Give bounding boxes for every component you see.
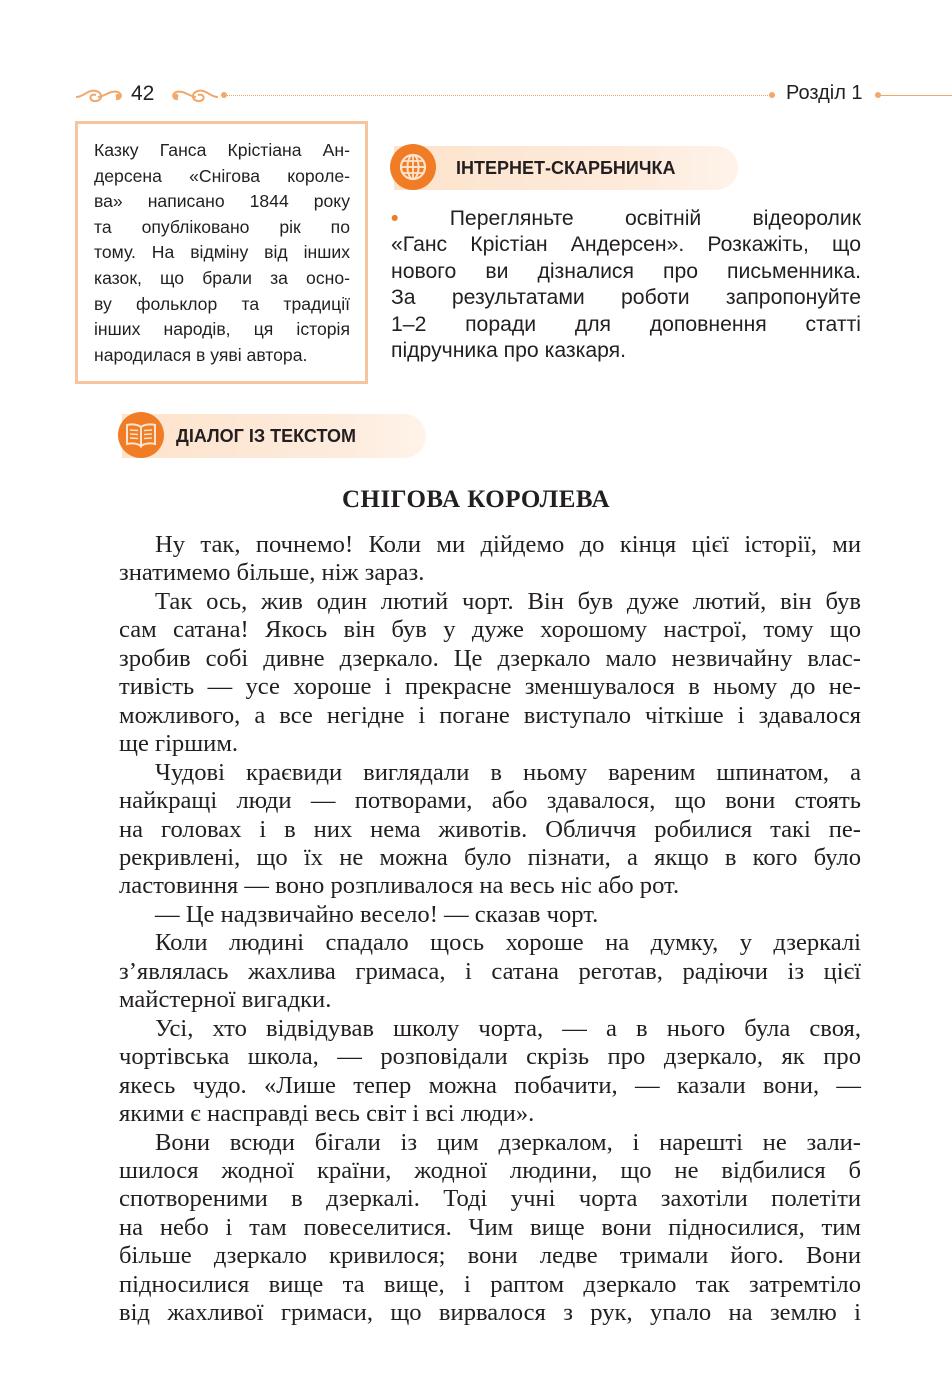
globe-icon [390, 144, 436, 190]
story-line: більше дзеркало кривилося; вони ледве тримали його. Вони [119, 1242, 861, 1270]
story-line: ще гіршим. [119, 730, 239, 758]
story-line: можливого, а все негідне і погане виступало чіткіше і здавалося [119, 701, 861, 729]
page-number: 42 [131, 82, 155, 105]
internet-section-label: ІНТЕРНЕТ-СКАРБНИЧКА [456, 158, 676, 178]
story-line: з’являлась жахлива гримаса, і сатана реготав, радіючи із цієї [119, 957, 861, 985]
dialog-section-header [122, 414, 426, 458]
note-line: казок, що брали за осно- [94, 267, 350, 288]
task-line: 1–2 поради для доповнення статті [391, 312, 861, 336]
story-line: тивість — усе хороше і прекрасне зменшувалося в ньому до не- [119, 673, 861, 701]
story-line: рекривлені, що їх не можна було пізнати, а якщо в кого було [119, 843, 861, 871]
note-line: ву фольклор та традиції [94, 293, 350, 314]
story-line: Так ось, жив один лютий чорт. Він був дуже лютий, він був [155, 587, 861, 615]
header-divider [878, 95, 952, 96]
note-line: народилася в уяві автора. [94, 344, 308, 365]
page-header [0, 78, 952, 112]
internet-task-text [391, 206, 861, 364]
story-line: — Це надзвичайно весело! — сказав чорт. [155, 900, 599, 928]
task-line: «Ганс Крістіан Андерсен». Розкажіть, що [391, 233, 861, 257]
task-line: • Перегляньте освітній відеоролик [391, 207, 861, 230]
story-line: чортівська школа, — розповідали скрізь про дзеркало, як про [119, 1043, 861, 1071]
task-line: нового ви дізналися про письменника. [391, 259, 861, 283]
story-line: зробив собі дивне дзеркало. Це дзеркало мало незвичайну влас- [119, 644, 861, 672]
story-line: Чудові краєвиди виглядали в ньому вареним шпинатом, а [155, 758, 861, 786]
story-line: якесь чудо. «Лише тепер можна побачити, — казали вони, — [119, 1071, 861, 1099]
story-line: якими є насправді весь світ і всі люди». [119, 1100, 535, 1128]
story-line: Ну так, почнемо! Коли ми дійдемо до кінця цієї історії, ми [155, 531, 861, 558]
side-note-box [75, 121, 368, 384]
story-text [119, 531, 861, 1328]
story-line: від жахливої гримаси, що вирвалося з рук, упало на землю і [119, 1299, 861, 1327]
story-line: шилося жодної країни, жодної людини, що не відбилися б [119, 1156, 861, 1184]
story-line: спотвореними в дзеркалі. Тоді учні чорта захотіли полетіти [119, 1185, 861, 1213]
task-line: підручника про казкаря. [391, 339, 627, 363]
story-line: майстерної вигадки. [119, 986, 332, 1014]
note-line: тому. На відміну від інших [94, 242, 350, 263]
swirl-ornament-icon [170, 84, 220, 106]
story-line: на небо і там повеселитися. Чим вище вони підносилися, тим [119, 1213, 861, 1241]
story-line: на головах і в них нема животів. Обличчя робилися такі пе- [119, 815, 861, 843]
story-line: сам сатана! Якось він був у дуже хорошому настрої, тому що [119, 616, 861, 644]
story-line: ластовиння — воно розпливалося на весь ніс або рот. [119, 872, 680, 900]
header-divider [224, 95, 770, 96]
story-title: СНІГОВА КОРОЛЕВА [341, 486, 611, 513]
note-line: Казку Ганса Крістіана Ан- [94, 140, 350, 160]
note-line: та опубліковано рік по [94, 216, 350, 237]
story-line: найкращі люди — потворами, або здавалося, що вони стоять [119, 787, 861, 815]
story-line: Коли людині спадало щось хороше на думку, у дзеркалі [155, 929, 861, 957]
note-line: ва» написано 1844 року [94, 191, 350, 212]
note-line: інших народів, ця історія [94, 319, 350, 340]
story-line: Вони всюди бігали із цим дзеркалом, і нарешті не зали- [155, 1128, 861, 1156]
task-line: За результатами роботи запропонуйте [391, 286, 861, 310]
bullet-icon: • [391, 207, 399, 230]
story-line: підносилися вище та вище, і раптом дзеркало так затремтіло [119, 1270, 861, 1298]
story-line: знатимемо більше, ніж зараз. [119, 559, 425, 587]
section-title: Розділ 1 [786, 82, 863, 104]
story-line: Усі, хто відвідував школу чорта, — а в нього була своя, [155, 1014, 861, 1042]
note-line: дерсена «Снігова короле- [94, 165, 350, 186]
open-book-icon [118, 412, 164, 458]
dialog-section-label: ДІАЛОГ ІЗ ТЕКСТОМ [176, 426, 356, 446]
internet-section-header [394, 146, 738, 190]
swirl-ornament-icon [74, 84, 124, 106]
